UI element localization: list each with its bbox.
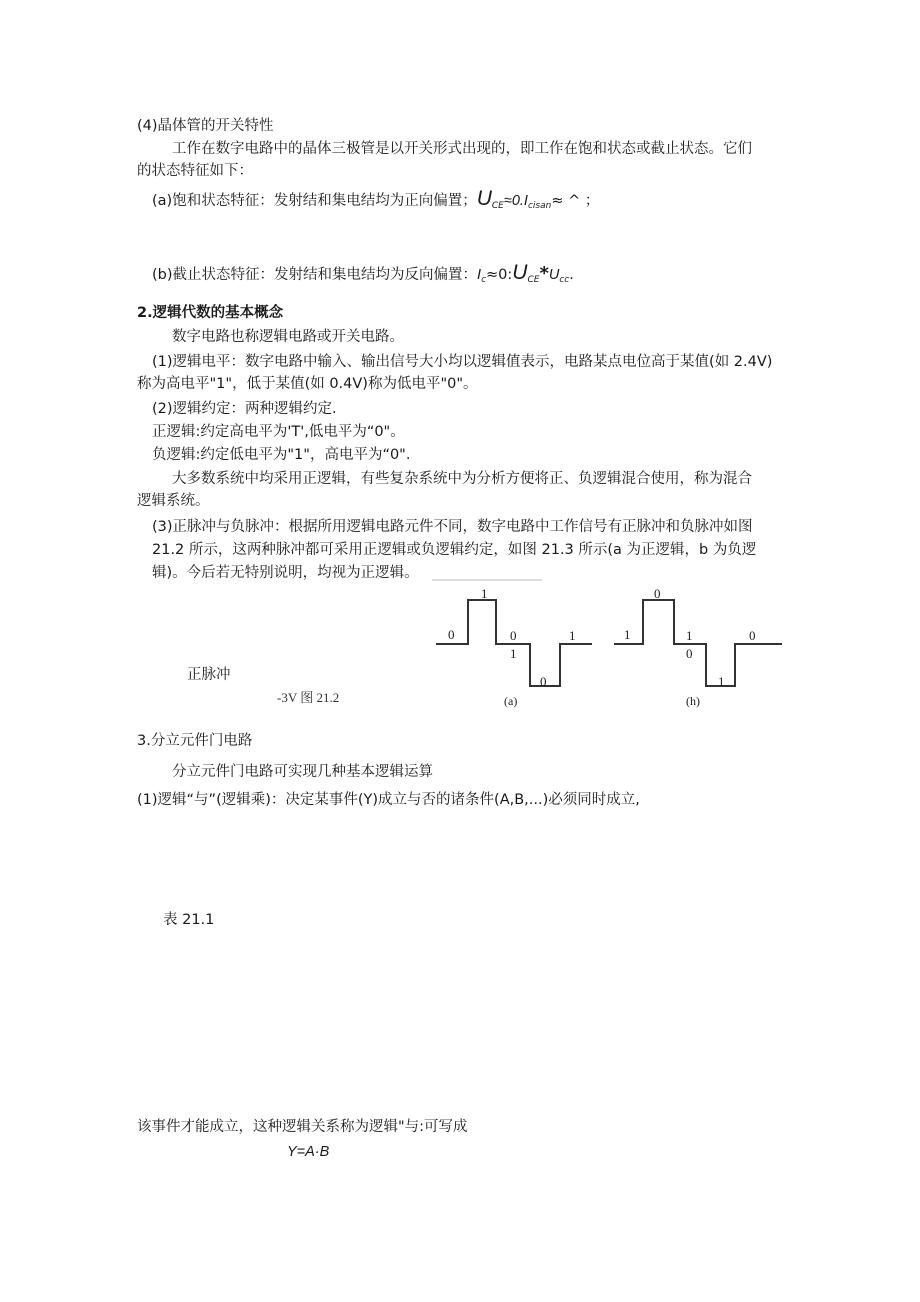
waveform-a-value-5: 0 — [540, 674, 547, 689]
table-21-1-label: 表 21.1 — [163, 912, 215, 928]
waveform-b-value-4: 0 — [686, 646, 693, 661]
section-2-heading — [137, 303, 283, 323]
waveform-b-value-3: 1 — [686, 628, 693, 643]
cutoff-characteristic — [152, 263, 574, 290]
section-2-intro: 数字电路也称逻辑电路或开关电路。 — [172, 329, 404, 345]
saturation-characteristic — [152, 189, 599, 216]
section-3-intro: 分立元件门电路可实现几种基本逻辑运算 — [172, 764, 433, 780]
waveform-a-value-4: 1 — [510, 646, 517, 661]
cutoff-sub-cc: cc — [559, 275, 570, 285]
cutoff-mid: ≈0: — [486, 267, 513, 283]
and-formula: Y=A·B — [287, 1144, 330, 1160]
logic-and-conclusion: 该事件才能成立，这种逻辑关系称为逻辑"与:可写成 — [137, 1119, 468, 1135]
negative-logic: 负逻辑:约定低电平为"1"，高电平为“0". — [152, 447, 411, 463]
pulse-line3: 辑)。今后若无特别说明，均视为正逻辑。 — [152, 565, 419, 581]
section-3-heading: 3.分立元件门电路 — [137, 733, 253, 749]
positive-pulse-label: 正脉冲 — [187, 667, 231, 683]
waveform-a-value-2: 1 — [481, 586, 488, 601]
cutoff-u2-symbol: U — [548, 267, 560, 283]
pulse-line2: 21.2 所示，这两种脉冲都可采用正逻辑或负逻辑约定，如图 21.3 所示(a 为正逻辑，b 为负逻 — [152, 542, 757, 558]
cutoff-label: (b)截止状态特征：发射结和集电结均为反向偏置： — [152, 267, 478, 283]
saturation-u-symbol: U — [476, 187, 492, 210]
waveform-a-value-1: 0 — [448, 627, 455, 642]
section-4-heading: (4)晶体管的开关特性 — [137, 118, 274, 134]
logic-level-line2: 称为高电平"1"，低于某值(如 0.4V)称为低电平"0"。 — [137, 376, 478, 392]
pulse-waveform-figure — [432, 578, 792, 713]
waveform-b-value-5: 1 — [718, 674, 725, 689]
section-2-heading-num: 2. — [137, 305, 153, 321]
pulse-line1: (3)正脉冲与负脉冲：根据所用逻辑电路元件不同，数字电路中工作信号有正脉冲和负脉冲如图 — [152, 519, 753, 535]
saturation-label: (a)饱和状态特征：发射结和集电结均为正向偏置； — [152, 193, 477, 209]
saturation-mid: ≈0.I — [503, 193, 528, 209]
cutoff-sub-ce: CE — [527, 275, 540, 285]
cutoff-star: * — [539, 263, 549, 284]
logic-convention: (2)逻辑约定：两种逻辑约定. — [152, 401, 337, 417]
positive-logic: 正逻辑:约定高电平为'T',低电平为“0"。 — [152, 424, 405, 440]
waveform-b-value-6: 0 — [749, 628, 756, 643]
cutoff-sub-c: c — [481, 275, 487, 285]
cutoff-i-symbol: I — [477, 267, 482, 283]
section-2-heading-text: 逻辑代数的基本概念 — [152, 305, 284, 321]
mixed-logic-line2: 逻辑系统。 — [137, 493, 210, 509]
waveform-a-label: (a) — [504, 694, 518, 708]
logic-level-line1: (1)逻辑电平：数字电路中输入、输出信号大小均以逻辑值表示，电路某点电位高于某值(如 2.4V) — [152, 354, 773, 370]
figure-caption: -3V 图 21.2 — [277, 690, 340, 705]
waveform-a-value-3: 0 — [510, 628, 517, 643]
waveform-b-value-1: 1 — [624, 627, 631, 642]
cutoff-end: . — [569, 267, 574, 283]
waveform-b-value-2: 0 — [654, 586, 661, 601]
waveform-b-label: (h) — [686, 694, 700, 708]
waveform-a-value-6: 1 — [569, 628, 576, 643]
logic-and-definition: (1)逻辑“与”(逻辑乘)：决定某事件(Y)成立与否的诸条件(A,B,...)必须同时成立, — [137, 792, 640, 808]
waveform-a — [436, 600, 592, 686]
saturation-sub-ce: CE — [491, 201, 504, 211]
saturation-end: ≈ ^ ； — [551, 193, 600, 209]
waveform-b — [614, 600, 782, 686]
section-4-intro-line2: 的状态特征如下： — [137, 163, 253, 179]
section-4-intro-line1: 工作在数字电路中的晶体三极管是以开关形式出现的，即工作在饱和状态或截止状态。它们 — [172, 141, 752, 157]
saturation-sub-cisan: cisan — [527, 201, 552, 211]
cutoff-u-symbol: U — [512, 261, 528, 284]
mixed-logic-line1: 大多数系统中均采用正逻辑，有些复杂系统中为分析方便将正、负逻辑混合使用，称为混合 — [172, 471, 752, 487]
